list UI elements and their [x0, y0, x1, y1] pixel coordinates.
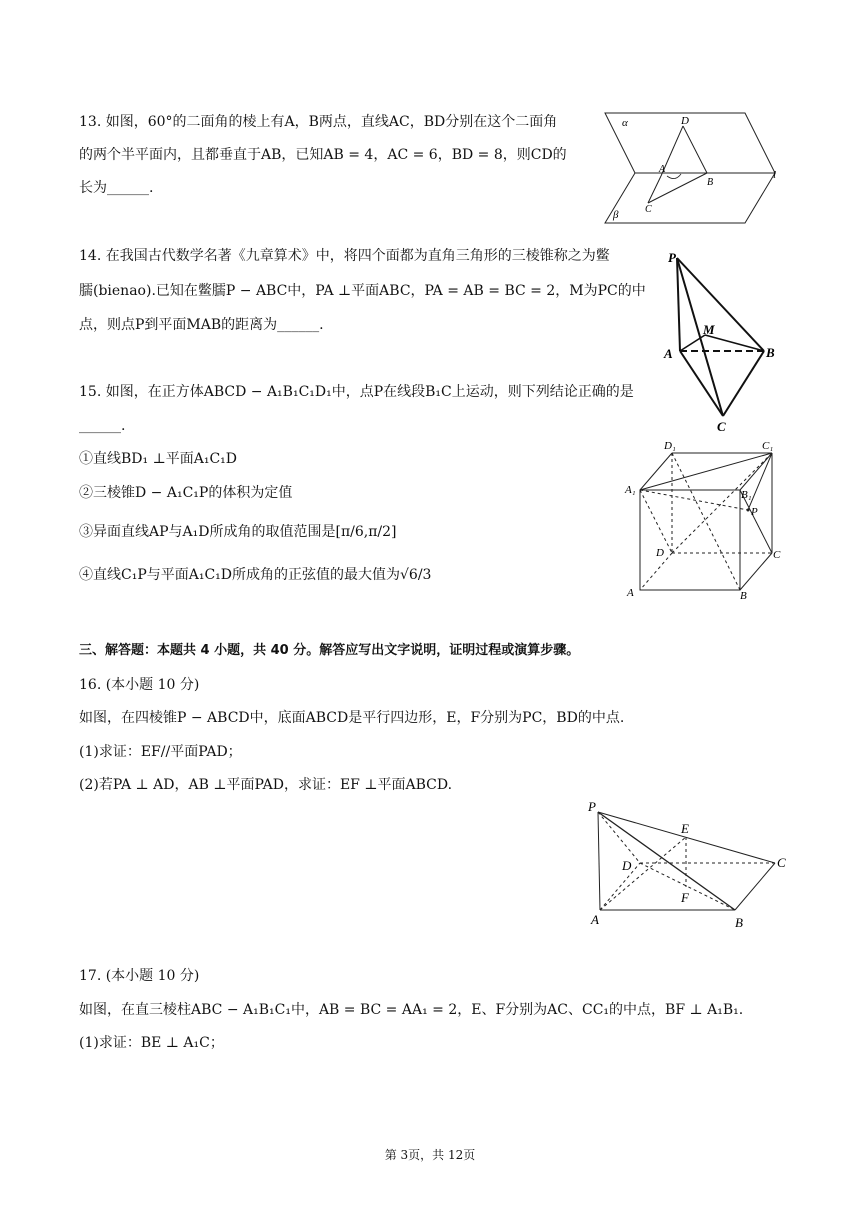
q13-label-alpha: α — [622, 117, 628, 129]
q14-label-C: C — [717, 419, 726, 433]
q17-line-1: 17. (本小题 10 分) — [79, 968, 200, 984]
q13-label-beta: β — [613, 209, 619, 221]
q14-label-B: B — [766, 345, 775, 360]
q14-line-3: 点，则点P到平面MAB的距离为______. — [79, 317, 324, 333]
q16-pyramid-figure — [585, 800, 795, 935]
section-3-heading: 三、解答题：本题共 4 小题，共 40 分。解答应写出文字说明，证明过程或演算步骤。 — [79, 643, 580, 658]
q13-label-l: l — [773, 169, 777, 181]
q16-label-D: D — [622, 858, 632, 873]
q14-label-A: A — [664, 346, 673, 361]
q15-label-C: C — [773, 549, 781, 561]
q15-option-2: ②三棱锥D − A₁C₁P的体积为定值 — [79, 485, 293, 501]
q13-dihedral-figure — [595, 108, 785, 228]
q15-label-B1: B₁ — [741, 489, 752, 501]
q16-label-A: A — [591, 912, 599, 927]
page-footer: 第 3页，共 12页 — [384, 1148, 476, 1162]
q14-label-P: P — [668, 250, 676, 265]
q15-label-B: B — [740, 590, 747, 602]
q15-option-4: ④直线C₁P与平面A₁C₁D所成角的正弦值的最大值为√6/3 — [79, 567, 432, 583]
q13-label-B: B — [707, 177, 714, 188]
q15-label-D: D — [656, 547, 664, 559]
q15-cube-figure — [620, 435, 790, 605]
q17-line-2: 如图，在直三棱柱ABC − A₁B₁C₁中，AB = BC = AA₁ = 2，E、F分别为AC、CC₁的中点，BF ⊥ A₁B₁. — [79, 1002, 744, 1018]
q16-label-E: E — [681, 821, 689, 836]
q16-label-C: C — [777, 855, 786, 870]
q13-line-3: 长为______. — [79, 180, 154, 196]
q13-line-1: 13. 如图，60°的二面角的棱上有A，B两点，直线AC，BD分别在这个二面角 — [79, 114, 558, 130]
q17-line-3: (1)求证：BE ⊥ A₁C； — [79, 1035, 224, 1051]
q15-label-A: A — [627, 587, 634, 599]
q14-label-M: M — [703, 322, 715, 337]
q13-label-D: D — [681, 115, 689, 127]
q15-option-3: ③异面直线AP与A₁D所成角的取值范围是[π/6,π/2] — [79, 524, 397, 540]
q13-line-2: 的两个半平面内，且都垂直于AB，已知AB = 4，AC = 6，BD = 8，则CD的 — [79, 147, 567, 163]
q14-line-1: 14. 在我国古代数学名著《九章算术》中，将四个面都为直角三角形的三棱锥称之为鳖 — [79, 248, 610, 264]
q15-option-1: ①直线BD₁ ⊥平面A₁C₁D — [79, 451, 238, 467]
q16-line-3: (1)求证：EF//平面PAD； — [79, 744, 242, 760]
q14-line-2: 臑(bienao).已知在鳖臑P − ABC中，PA ⊥平面ABC，PA = AB = BC = 2，M为PC的中 — [79, 283, 646, 299]
q16-label-P: P — [588, 800, 596, 814]
q16-label-F: F — [681, 890, 689, 905]
q15-label-P: P — [751, 506, 758, 518]
q13-label-C: C — [645, 204, 652, 215]
q14-pyramid-figure — [660, 248, 790, 433]
q15-label-A1: A₁ — [625, 484, 636, 496]
q16-line-1: 16. (本小题 10 分) — [79, 677, 200, 693]
q15-line-1: 15. 如图，在正方体ABCD − A₁B₁C₁D₁中，点P在线段B₁C上运动，则下列结论正确的是 — [79, 384, 634, 400]
q16-label-B: B — [735, 915, 743, 930]
q15-line-2: ______. — [79, 418, 126, 434]
q15-label-C1: C₁ — [762, 440, 774, 452]
q13-label-A: A — [659, 164, 666, 175]
q16-line-2: 如图，在四棱锥P − ABCD中，底面ABCD是平行四边形，E，F分别为PC，BD的中点. — [79, 710, 625, 726]
q15-label-D1: D₁ — [664, 440, 676, 452]
q16-line-4: (2)若PA ⊥ AD，AB ⊥平面PAD，求证：EF ⊥平面ABCD. — [79, 777, 453, 793]
